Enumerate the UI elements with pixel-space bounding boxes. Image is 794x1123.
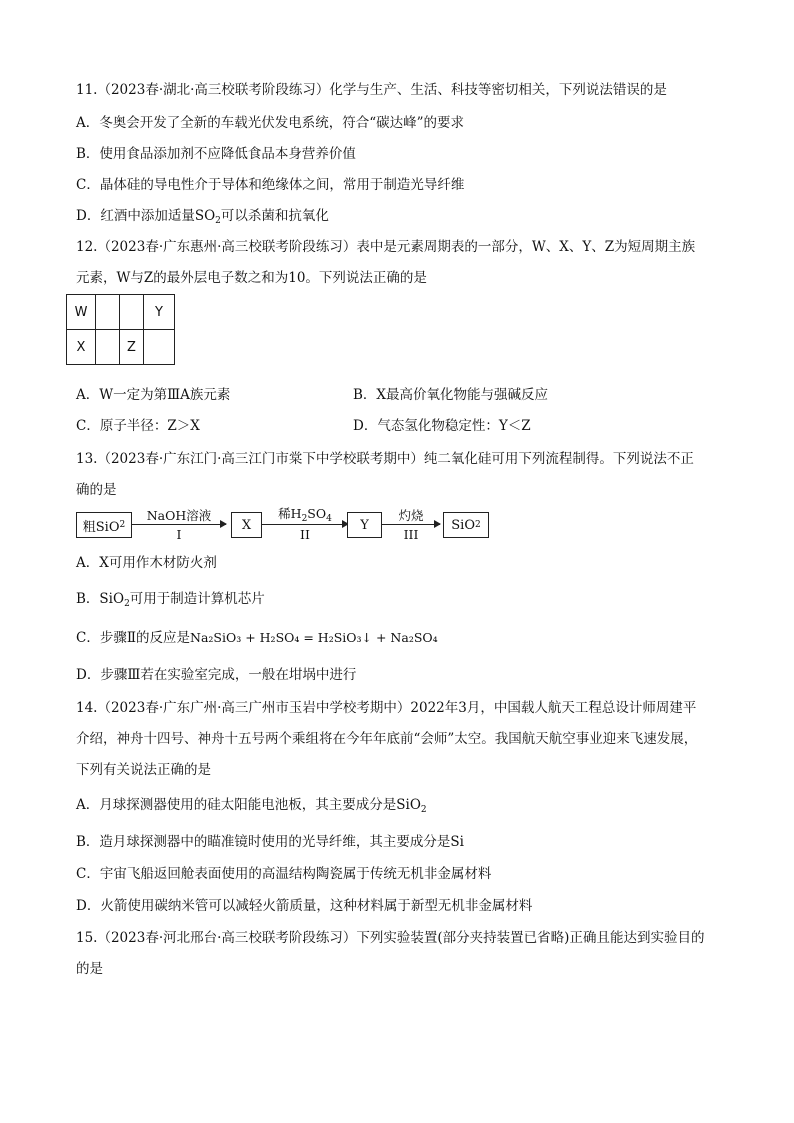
q15-stem-line1: 15.（2023春·河北邢台·高三校联考阶段练习）下列实验装置(部分夹持装置已省略)正确且能达到实验目的 <box>76 930 705 946</box>
cell-y: Y <box>144 295 175 330</box>
cell-empty <box>96 330 120 365</box>
q13-stem-line1: 13.（2023春·广东江门·高三江门市棠下中学校联考期中）纯二氧化硅可用下列流程制得。下列说法不正 <box>76 451 694 467</box>
q14-option-c: C．宇宙飞船返回舱表面使用的高温结构陶瓷属于传统无机非金属材料 <box>76 866 492 882</box>
q11-d-post: 可以杀菌和抗氧化 <box>220 208 329 224</box>
q14-option-a <box>76 795 427 820</box>
q13-option-c <box>76 628 438 648</box>
periodic-table-fragment <box>66 294 175 365</box>
flow-arrow2-top <box>262 504 348 524</box>
flow-arrow2-sub1: 2 <box>301 514 308 524</box>
q12-option-b: B．X最高价氧化物能与强碱反应 <box>353 387 549 403</box>
q14-stem-line3: 下列有关说法正确的是 <box>76 762 211 778</box>
flow-box4-text: SiO <box>451 517 475 533</box>
flow-arrow2-mid: SO <box>307 506 327 521</box>
q13-b-pre: B． <box>76 591 100 607</box>
q13-b-formula: SiO <box>99 591 125 607</box>
q12-option-c: C．原子半径：Z＞X <box>76 418 200 434</box>
flow-arrow-1 <box>132 524 226 525</box>
q11-option-a: A．冬奥会开发了全新的车载光伏发电系统，符合“碳达峰”的要求 <box>76 115 465 131</box>
q11-option-d <box>76 206 329 231</box>
q15-stem-line2: 的是 <box>76 961 103 977</box>
process-flow-diagram <box>76 508 496 548</box>
flow-box-sio2 <box>443 512 489 538</box>
cell-w: W <box>67 295 96 330</box>
q13-b-sub: 2 <box>124 599 130 609</box>
cell-empty <box>96 295 120 330</box>
q11-d-pre: D．红酒中添加适量SO <box>76 208 216 224</box>
flow-box-x: X <box>231 512 262 538</box>
flow-box4-sub: 2 <box>475 520 481 530</box>
cell-z: Z <box>120 330 144 365</box>
flow-box1-text: 粗SiO <box>82 519 120 535</box>
cell-empty <box>120 295 144 330</box>
q13-option-a: A．X可用作木材防火剂 <box>76 555 217 571</box>
flow-box-y: Y <box>347 512 382 538</box>
q14-a-sub: 2 <box>420 805 427 815</box>
q11-option-b: B．使用食品添加剂不应降低食品本身营养价值 <box>76 146 356 162</box>
q13-c-pre: C．步骤Ⅱ的反应是 <box>76 630 191 646</box>
flow-box1-sub: 2 <box>119 520 126 530</box>
cell-x: X <box>67 330 96 365</box>
q13-option-b <box>76 589 265 614</box>
q12-stem-line2: 元素，W与Z的最外层电子数之和为10。下列说法正确的是 <box>76 270 427 286</box>
q13-b-post: 可用于制造计算机芯片 <box>129 591 265 607</box>
q14-stem-line2: 介绍，神舟十四号、神舟十五号两个乘组将在今年年底前“会师”太空。我国航天航空事业迎来飞速发展， <box>76 731 698 747</box>
flow-arrow2-pre: 稀H <box>278 506 302 521</box>
q14-option-b: B．造月球探测器中的瞄准镜时使用的光导纤维，其主要成分是Si <box>76 834 464 850</box>
q12-stem-line1: 12.（2023春·广东惠州·高三校联考阶段练习）表中是元素周期表的一部分，W、X、Y、Z为短周期主族 <box>76 239 696 255</box>
q13-option-d: D．步骤Ⅲ若在实验室完成，一般在坩埚中进行 <box>76 667 357 683</box>
flow-arrow2-sub2: 4 <box>326 514 332 524</box>
q14-a-formula: SiO <box>396 797 421 813</box>
cell-empty <box>144 330 175 365</box>
q11-option-c: C．晶体硅的导电性介于导体和绝缘体之间，常用于制造光导纤维 <box>76 177 465 193</box>
q12-option-d: D．气态氢化物稳定性：Y＜Z <box>353 418 531 434</box>
q13-stem-line2: 确的是 <box>76 482 117 498</box>
q12-option-a: A．W一定为第ⅢA族元素 <box>76 387 231 403</box>
flow-box-crude-sio2 <box>76 512 132 538</box>
flow-arrow-2 <box>262 524 348 525</box>
q14-option-d: D．火箭使用碳纳米管可以减轻火箭质量，这种材料属于新型无机非金属材料 <box>76 898 533 914</box>
flow-arrow2-bottom: II <box>300 527 310 542</box>
flow-arrow-3 <box>382 524 440 525</box>
flow-arrow3-top: 灼烧 <box>398 508 424 523</box>
q13-c-equation: Na₂SiO₃ + H₂SO₄ = H₂SiO₃↓ + Na₂SO₄ <box>190 630 438 645</box>
flow-arrow3-bottom: III <box>403 527 419 542</box>
flow-arrow1-top: NaOH溶液 <box>146 508 212 523</box>
q14-stem-line1: 14.（2023春·广东广州·高三广州市玉岩中学校考期中）2022年3月，中国载人航天工程总设计师周建平 <box>76 700 697 716</box>
q14-a-pre: A．月球探测器使用的硅太阳能电池板，其主要成分是 <box>76 797 397 813</box>
q11-d-sub: 2 <box>215 216 221 226</box>
q11-stem: 11.（2023春·湖北·高三校联考阶段练习）化学与生产、生活、科技等密切相关，下列说法错误的是 <box>76 82 667 98</box>
flow-arrow1-bottom: I <box>176 527 182 542</box>
